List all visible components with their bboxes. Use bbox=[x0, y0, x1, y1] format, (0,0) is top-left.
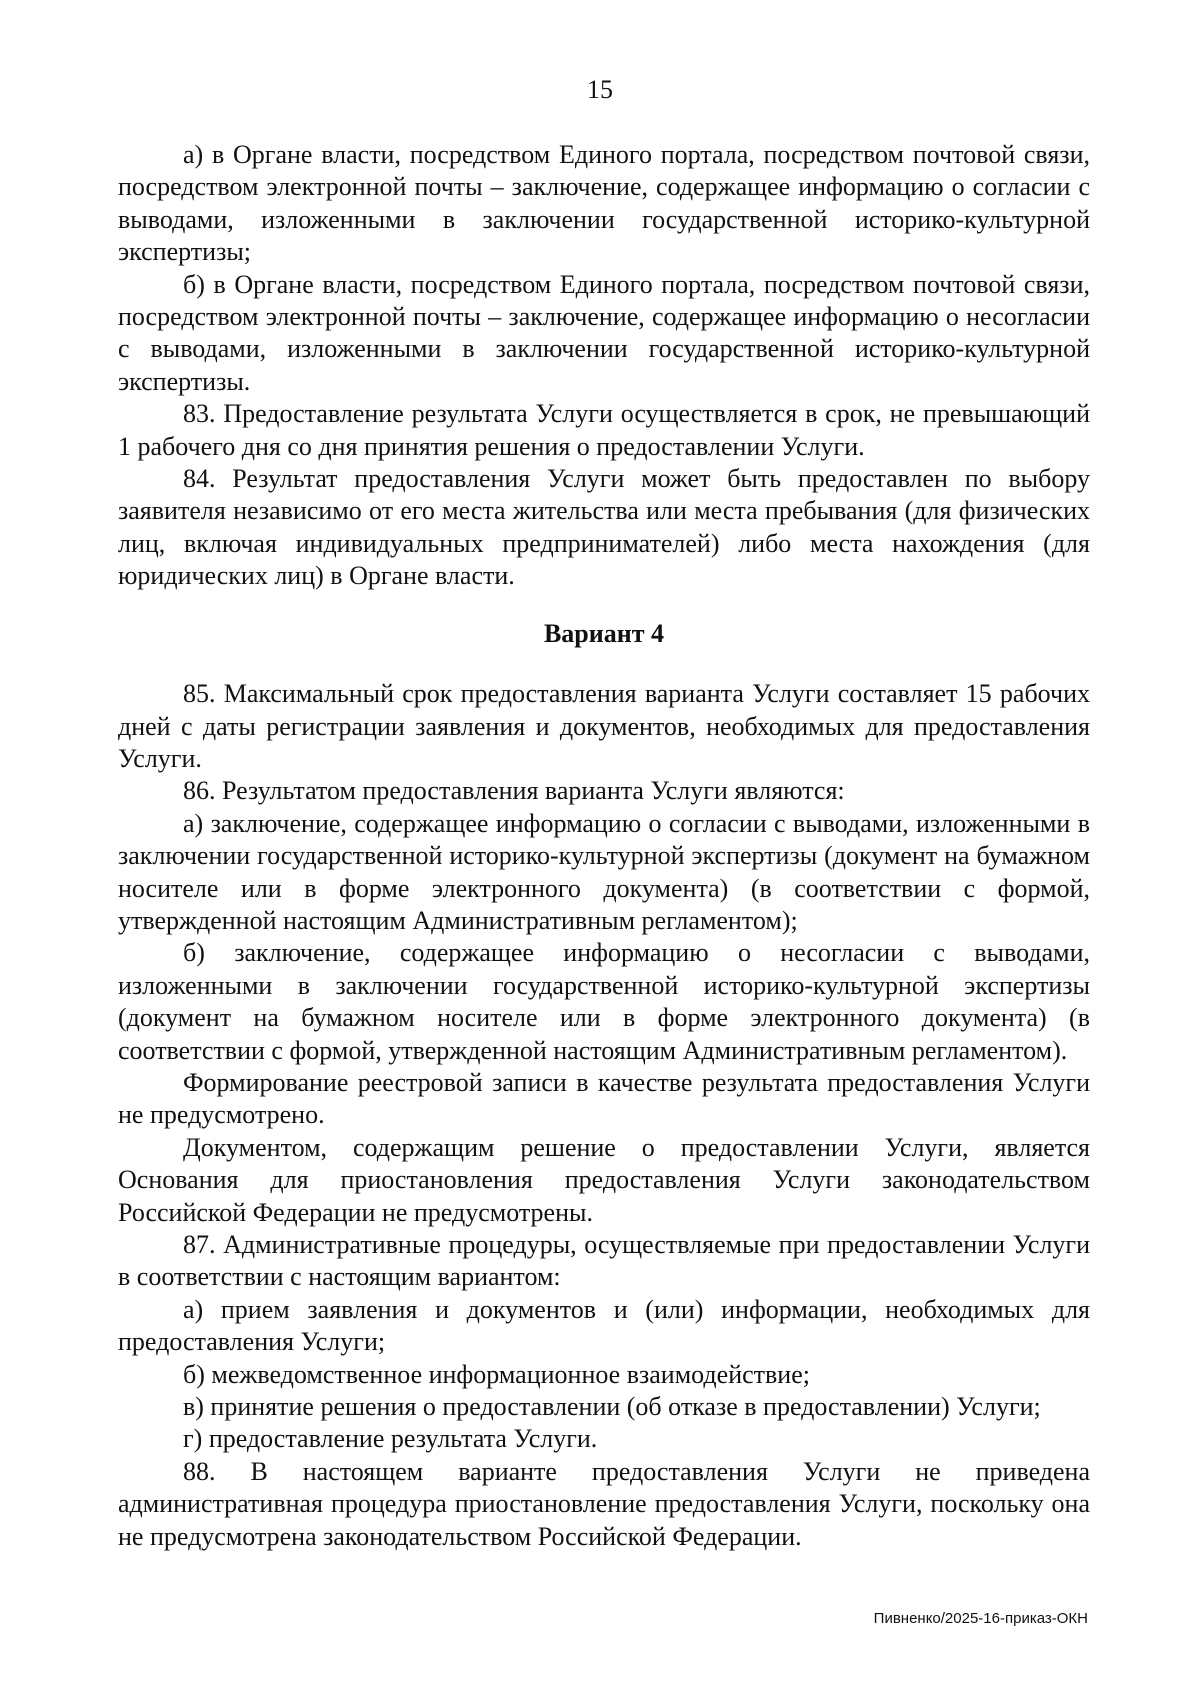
page-number: 15 bbox=[587, 75, 613, 104]
paragraph-87-a: а) прием заявления и документов и (или) информации, необходимых для предоставления Услуги; bbox=[118, 1294, 1090, 1357]
paragraph-b-disagreement-delivery: б) в Органе власти, посредством Единого портала, посредством почтовой связи, посредством электронной почты – заключение, содержащее информацию о несогласии с выводами, изложенными в заключении государственной историко-культурной экспертизы. bbox=[118, 269, 1090, 396]
paragraph-88: 88. В настоящем варианте предоставления Услуги не приведена административная процедура приостановление предоставления Услуги, поскольку она не предусмотрена законодательством Российской Федерации. bbox=[118, 1456, 1090, 1551]
paragraph-85: 85. Максимальный срок предоставления варианта Услуги составляет 15 рабочих дней с даты регистрации заявления и документов, необходимых для предоставления Услуги. bbox=[118, 679, 1090, 773]
paragraph-84: 84. Результат предоставления Услуги может быть предоставлен по выбору заявителя независимо от его места жительства или места пребывания (для физических лиц, включая индивидуальных предпринимателей) либо места нахождения (для юридических лиц) в Органе власти. bbox=[118, 464, 1090, 591]
section-heading-variant-4: Вариант 4 bbox=[543, 618, 665, 648]
paragraph-86: 86. Результатом предоставления варианта Услуги являются: bbox=[183, 776, 845, 806]
document-body bbox=[118, 139, 1090, 1553]
footer-document-code: Пивненко/2025-16-приказ-ОКН bbox=[873, 1610, 1088, 1627]
paragraph-decision-document: Документом, содержащим решение о предоставлении Услуги, является Основания для приостановления предоставления Услуги законодательством Российской Федерации не предусмотрены. bbox=[118, 1132, 1090, 1227]
paragraph-86-b: б) заключение, содержащее информацию о несогласии с выводами, изложенными в заключении государственной историко-культурной экспертизы (документ на бумажном носителе или в форме электронного документа) (в соответствии с формой, утвержденной настоящим Административным регламентом). bbox=[118, 938, 1090, 1065]
paragraph-87: 87. Административные процедуры, осуществляемые при предоставлении Услуги в соответствии с настоящим вариантом: bbox=[118, 1230, 1090, 1292]
paragraph-87-d: г) предоставление результата Услуги. bbox=[183, 1424, 598, 1454]
paragraph-87-c: в) принятие решения о предоставлении (об отказе в предоставлении) Услуги; bbox=[183, 1392, 1041, 1422]
paragraph-registry-record: Формирование реестровой записи в качестве результата предоставления Услуги не предусмотрено. bbox=[118, 1067, 1090, 1130]
paragraph-83: 83. Предоставление результата Услуги осуществляется в срок, не превышающий 1 рабочего дня со дня принятия решения о предоставлении Услуги. bbox=[118, 399, 1090, 461]
paragraph-a-agreement-delivery: а) в Органе власти, посредством Единого портала, посредством почтовой связи, посредством электронной почты – заключение, содержащее информацию о согласии с выводами, изложенными в заключении государственной историко-культурной экспертизы; bbox=[118, 140, 1090, 267]
paragraph-87-b: б) межведомственное информационное взаимодействие; bbox=[183, 1359, 810, 1389]
paragraph-86-a: а) заключение, содержащее информацию о согласии с выводами, изложенными в заключении государственной историко-культурной экспертизы (документ на бумажном носителе или в форме электронного документа) (в соответствии с формой, утвержденной настоящим Административным регламентом); bbox=[118, 808, 1090, 935]
